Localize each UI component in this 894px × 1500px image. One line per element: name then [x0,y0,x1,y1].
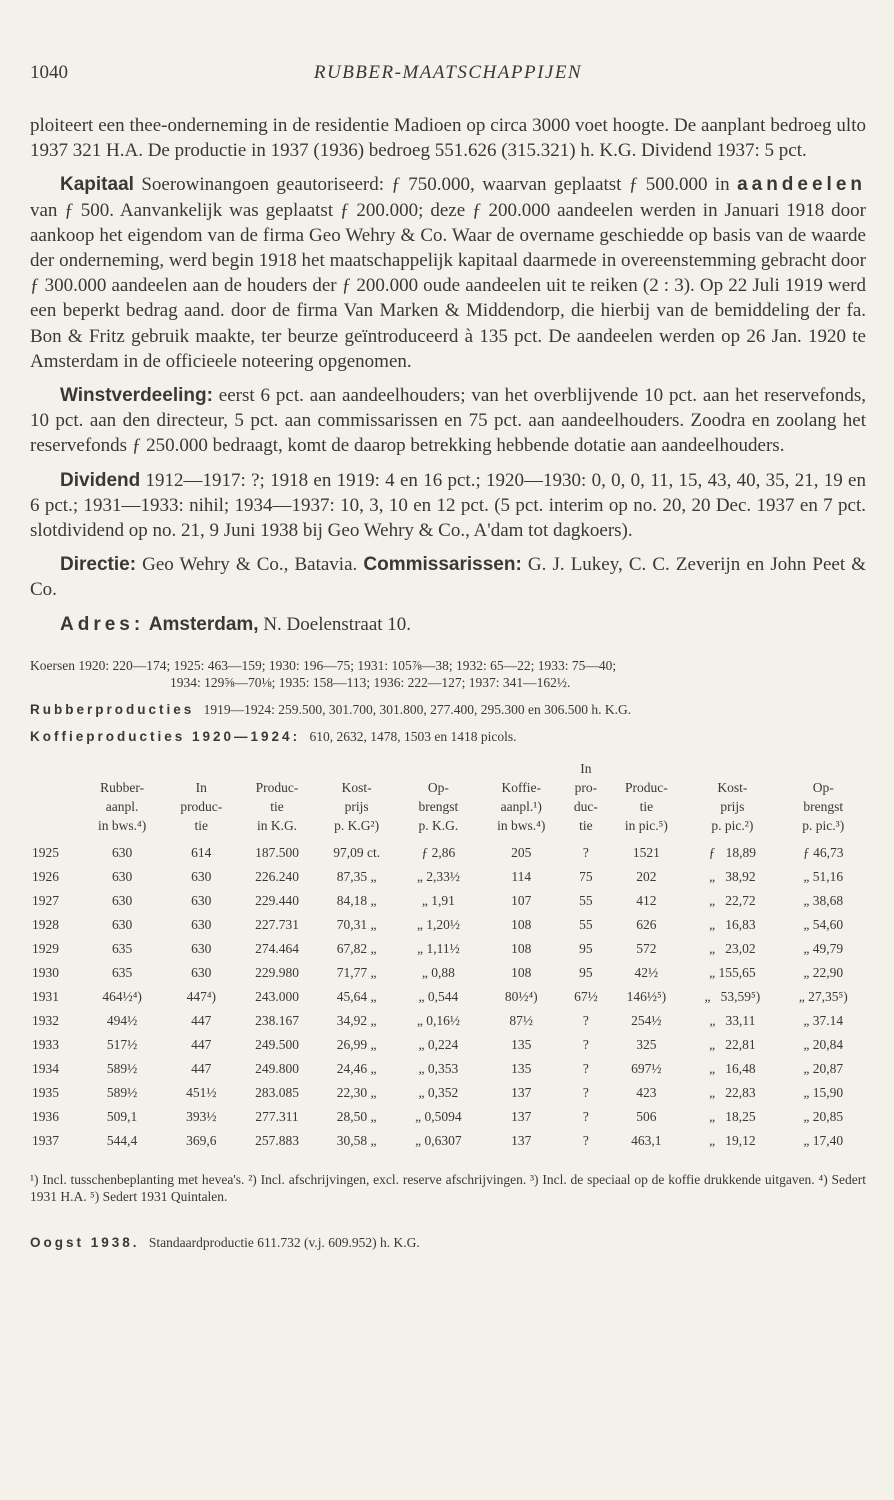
table-row [30,1009,866,1033]
table-cell: „ 49,79 [803,940,844,956]
intro-paragraph: ploiteert een thee-onderneming in de residentie Madioen op circa 3000 voet hoogte. De aanplant bedroeg ulto 1937 321 H.A. De productie in 1937 (1936) bedroeg 551.626 (315.321) h. K.G. Dividend 1937: 5 pct. [30,115,866,162]
year-cell: 1932 [32,1012,59,1028]
table-cell: „ 20,84 [803,1036,844,1052]
table-cell: 447 [191,1036,212,1052]
year-cell: 1927 [32,892,59,908]
table-cell: 464½⁴) [102,988,142,1004]
table-row [30,841,866,865]
kapitaal-paragraph [30,172,866,374]
small-print [30,657,866,745]
table-header-cell: In produc- tie [180,779,223,833]
table-cell: 283.085 [255,1084,299,1100]
table-cell: 630 [111,844,133,860]
winst-text: eerst 6 pct. aan aandeelhouders; van het overblijvende 10 pct. aan het reservefonds, 10 pct. aan den directeur, 5 pct. aan commissarissen en 75 pct. aan aandeelhouders. Zoodra en zoolang het reservefonds ƒ 250.000 bedraagt, komt de daarop betrekking hebbende dotatie aan aandeelhouders. [30,385,866,457]
table-cell: 635 [111,964,133,980]
table-cell: 187.500 [255,844,299,860]
table-cell: 630 [111,892,133,908]
table-cell: 697½ [631,1060,662,1076]
table-cell: 137 [511,1084,532,1100]
table-cell: 630 [111,868,133,884]
table-header-cell: Op- brengst p. K.G. [418,779,459,833]
table-cell: 107 [511,892,532,908]
table-cell: 108 [511,940,532,956]
table-cell: 589½ [106,1060,138,1076]
table-cell: 369,6 [186,1132,217,1148]
table-cell: 630 [191,916,212,932]
table-row [30,1033,866,1057]
table-cell: 71,77 „ [336,964,377,980]
table-cell: „ 17,40 [803,1132,844,1148]
table-cell: „ 51,16 [803,868,844,884]
adres-city: Amsterdam, [144,613,259,635]
table-row [30,937,866,961]
table-cell: „ 0,224 [418,1036,459,1052]
table-cell: ? [582,1060,589,1076]
year-cell: 1930 [32,964,59,980]
table-cell: „ 53,59⁵) [704,988,761,1004]
adres-street: N. Doelenstraat 10. [258,613,412,635]
table-cell: 87½ [509,1012,534,1028]
koersen-line-1: Koersen 1920: 220—174; 1925: 463—159; 1930: 196—75; 1931: 105⅞—38; 1932: 65—22; 1933: 75—40; [30,657,617,673]
directie-text: Geo Wehry & Co., Batavia. [136,554,364,576]
table-cell: 146½⁵) [626,988,667,1004]
table-cell: ? [582,1012,589,1028]
commissarissen-text: G. J. Lukey, C. C. Zeverijn en John Peet & Co. [30,554,866,601]
koffieproducties-label: Koffieproducties 1920—1924: [30,728,301,744]
table-cell: „ 38,92 [709,868,756,884]
table-cell: ? [582,1036,589,1052]
table-cell: 87,35 „ [336,868,377,884]
directie-label: Directie: [60,554,137,576]
table-cell: 630 [191,940,212,956]
table-cell: „ 22,72 [709,892,756,908]
table-cell: „ 0,353 [418,1060,459,1076]
table-cell: „ 54,60 [803,916,844,932]
table-cell: 108 [511,964,532,980]
table-row [30,961,866,985]
table-cell: 95 [579,964,593,980]
year-cell: 1934 [32,1060,59,1076]
table-cell: 70,31 „ [336,916,377,932]
table-cell: 544,4 [106,1132,138,1148]
table-header-cell: Rubber- aanpl. in bws.⁴) [98,779,147,833]
table-header-cell: In pro- duc- tie [573,760,598,833]
table-cell: „ 1,11½ [417,940,460,956]
table-cell: 202 [636,868,657,884]
table-cell: „ 22,90 [803,964,844,980]
year-cell: 1935 [32,1084,59,1100]
table-cell: „ 1,20½ [416,916,460,932]
table-cell: 447 [191,1012,212,1028]
table-header-cell [30,759,80,841]
table-header-cell: Produc- tie in K.G. [255,779,299,833]
year-cell: 1931 [32,988,59,1004]
table-cell: 135 [511,1060,532,1076]
page-number: 1040 [30,62,68,83]
table-cell: 630 [111,916,133,932]
table-cell: „ 18,25 [709,1108,756,1124]
page [30,62,866,1251]
table-header-cell: Kost- prijs p. pic.²) [711,779,754,833]
table-cell: 325 [636,1036,657,1052]
table-cell: 447 [191,1060,212,1076]
table-cell: 45,64 „ [336,988,377,1004]
table-cell: „ 20,85 [803,1108,844,1124]
table-header-cell: Kost- prijs p. K.G²) [334,779,380,833]
table-cell: 24,46 „ [336,1060,377,1076]
kapitaal-text-1: Soerowinangoen geautoriseerd: ƒ 750.000, waarvan geplaatst ƒ 500.000 in [133,174,738,196]
table-cell: ƒ 46,73 [803,844,844,860]
table-cell: 97,09 ct. [333,844,381,860]
table-cell: 67,82 „ [336,940,377,956]
table-row [30,1057,866,1081]
page-header [30,62,866,92]
table-cell: „ 27,35⁵) [798,988,848,1004]
table-row [30,1105,866,1129]
table-cell: 226.240 [255,868,299,884]
koffieproducties-text: 610, 2632, 1478, 1503 en 1418 picols. [306,728,517,744]
table-cell: „ 0,16½ [416,1012,460,1028]
table-header-cell: Op- brengst p. pic.³) [802,779,845,833]
oogst-text: Standaardproductie 611.732 (v.j. 609.952) h. K.G. [145,1234,420,1250]
table-cell: 463,1 [631,1132,662,1148]
table-cell: 34,92 „ [336,1012,377,1028]
table-cell: 229.440 [255,892,299,908]
table-cell: 28,50 „ [336,1108,377,1124]
table-cell: „ 0,5094 [415,1108,462,1124]
table-cell: 249.800 [255,1060,299,1076]
table-cell: ? [582,1084,589,1100]
table-cell: 137 [511,1132,532,1148]
table-body [30,841,866,1153]
winst-label: Winstverdeeling: [60,385,213,407]
table-cell: 229.980 [255,964,299,980]
table-cell: ƒ 2,86 [421,844,456,860]
winst-paragraph [30,383,866,459]
footnotes: ¹) Incl. tusschenbeplanting met hevea's. ²) Incl. afschrijvingen, excl. reserve afschrijvingen. ³) Incl. de speciaal op de koffie drukkende uitgaven. ⁴) Sedert 1931 H.A. ⁵) Sedert 1931 Quintalen. [30,1171,866,1204]
table-cell: 447⁴) [186,988,217,1004]
table-cell: 506 [636,1108,657,1124]
dividend-paragraph [30,468,866,544]
table-cell: 84,18 „ [336,892,377,908]
koersen-line-2: 1934: 129⅝—70⅛; 1935: 158—113; 1936: 222—127; 1937: 341—162½. [170,674,571,690]
table-cell: „ 0,6307 [415,1132,462,1148]
year-cell: 1926 [32,868,59,884]
table-row [30,913,866,937]
table-cell: 630 [191,868,212,884]
kapitaal-spaced-word: aandeelen [737,174,866,196]
table-row [30,1081,866,1105]
table-cell: 95 [579,940,593,956]
table-header-cell: Produc- tie in pic.⁵) [624,779,668,833]
directie-paragraph [30,552,866,602]
table-cell: 277.311 [255,1108,299,1124]
table-cell: ƒ 18,89 [708,844,756,860]
table-cell: „ 19,12 [709,1132,756,1148]
table-cell: 22,30 „ [336,1084,377,1100]
table-cell: 80½⁴) [504,988,538,1004]
table-cell: „ 22,81 [709,1036,756,1052]
year-cell: 1936 [32,1108,59,1124]
production-table [30,759,866,1153]
table-cell: 509,1 [106,1108,138,1124]
rubberproducties-text: 1919—1924: 259.500, 301.700, 301.800, 277.400, 295.300 en 306.500 h. K.G. [200,701,632,717]
table-row [30,985,866,1009]
table-cell: „ 33,11 [709,1012,756,1028]
year-cell: 1929 [32,940,59,956]
year-cell: 1925 [32,844,59,860]
table-cell: „ 1,91 [421,892,455,908]
table-cell: 1521 [632,844,660,860]
table-cell: „ 0,88 [421,964,455,980]
table-cell: 572 [636,940,657,956]
year-cell: 1937 [32,1132,59,1148]
table-row [30,889,866,913]
table-cell: 254½ [631,1012,662,1028]
table-cell: 75 [579,868,593,884]
adres-label: Adres: [60,613,145,635]
table-cell: 55 [579,916,593,932]
table-cell: 108 [511,916,532,932]
table-row [30,865,866,889]
oogst-label: Oogst 1938. [30,1234,140,1250]
year-cell: 1928 [32,916,59,932]
table-cell: ? [582,1108,589,1124]
table-cell: 589½ [106,1084,138,1100]
table-cell: ? [582,844,589,860]
table-cell: 630 [191,964,212,980]
table-cell: 517½ [106,1036,138,1052]
table-cell: 227.731 [255,916,299,932]
table-cell: 635 [111,940,133,956]
table-cell: 249.500 [255,1036,299,1052]
table-cell: 626 [636,916,657,932]
kapitaal-label: Kapitaal [60,174,134,196]
table-cell: „ 2,33½ [416,868,460,884]
year-cell: 1933 [32,1036,59,1052]
table-cell: „ 155,65 [709,964,756,980]
table-cell: 630 [191,892,212,908]
table-cell: „ 38,68 [803,892,844,908]
table-cell: 114 [511,868,532,884]
table-cell: 243.000 [255,988,299,1004]
rubberproducties-label: Rubberproducties [30,701,195,717]
table-cell: 55 [579,892,593,908]
table-cell: „ 16,48 [709,1060,756,1076]
kapitaal-text-2: van ƒ 500. Aanvankelijk was geplaatst ƒ 200.000; deze ƒ 200.000 aandeelen werden in Januari 1918 door aankoop het eigendom van de firma Geo Wehry & Co. Waar de overname geschiedde op basis van de waarde der onderneming, werd begin 1918 het maatschappelijk kapitaal daarmede in overeenstemming gebracht door ƒ 300.000 aandeelen aan de houders der ƒ 200.000 oude aandeelen uit te reiken (2 : 3). Op 22 Juli 1919 werd een beperkt bedrag aand. door de firma Van Marken & Middendorp, die hierbij van de bemiddeling der fa. Bon & Fritz gebruik maakte, ter beurze geïntroduceerd à 135 pct. De aandeelen werden op 26 Jan. 1920 te Amsterdam in de officieele noteering opgenomen. [30,199,866,372]
commissarissen-label: Commissarissen: [363,554,522,576]
table-row [30,1129,866,1153]
table-cell: „ 0,544 [418,988,459,1004]
table-cell: 614 [191,844,212,860]
table-cell: 423 [636,1084,657,1100]
main-text [30,113,866,637]
table-cell: „ 15,90 [803,1084,844,1100]
adres-paragraph [30,612,866,637]
table-cell: 135 [511,1036,532,1052]
dividend-text: 1912—1917: ?; 1918 en 1919: 4 en 16 pct.; 1920—1930: 0, 0, 0, 11, 15, 43, 40, 35, 21, 19 en 6 pct.; 1931—1933: nihil; 1934—1937: 10, 3, 10 en 12 pct. (5 pct. interim op no. 20, 20 Dec. 1937 en 7 pct. slotdividend op no. 21, 9 Juni 1938 bij Geo Wehry & Co., A'dam tot dagkoers). [30,469,866,542]
table-header-cell: Koffie- aanpl.¹) in bws.⁴) [497,779,546,833]
table-cell: 451½ [186,1084,217,1100]
table-cell: „ 37.14 [803,1012,844,1028]
table-cell: „ 23,02 [709,940,756,956]
table-cell: 42½ [634,964,659,980]
koffieproducties-paragraph [30,728,866,745]
table-cell: „ 0,352 [418,1084,459,1100]
table-cell: „ 22,83 [709,1084,756,1100]
rubberproducties-paragraph [30,701,866,718]
table-cell: 238.167 [255,1012,299,1028]
dividend-label: Dividend [60,469,141,491]
table-cell: 30,58 „ [336,1132,377,1148]
table-cell: 274.464 [255,940,299,956]
table-header-row [30,759,866,841]
koersen-paragraph [30,657,866,691]
table-cell: 494½ [106,1012,138,1028]
table-cell: „ 20,87 [803,1060,844,1076]
table-cell: 67½ [574,988,598,1004]
oogst-line [30,1235,866,1251]
table-cell: „ 16,83 [709,916,756,932]
table-cell: 205 [511,844,532,860]
table-cell: 412 [636,892,657,908]
table-cell: 393½ [186,1108,217,1124]
table-cell: ? [582,1132,589,1148]
table-cell: 137 [511,1108,532,1124]
table-cell: 26,99 „ [336,1036,377,1052]
running-title: RUBBER-MAATSCHAPPIJEN [313,62,583,83]
table-cell: 257.883 [255,1132,299,1148]
